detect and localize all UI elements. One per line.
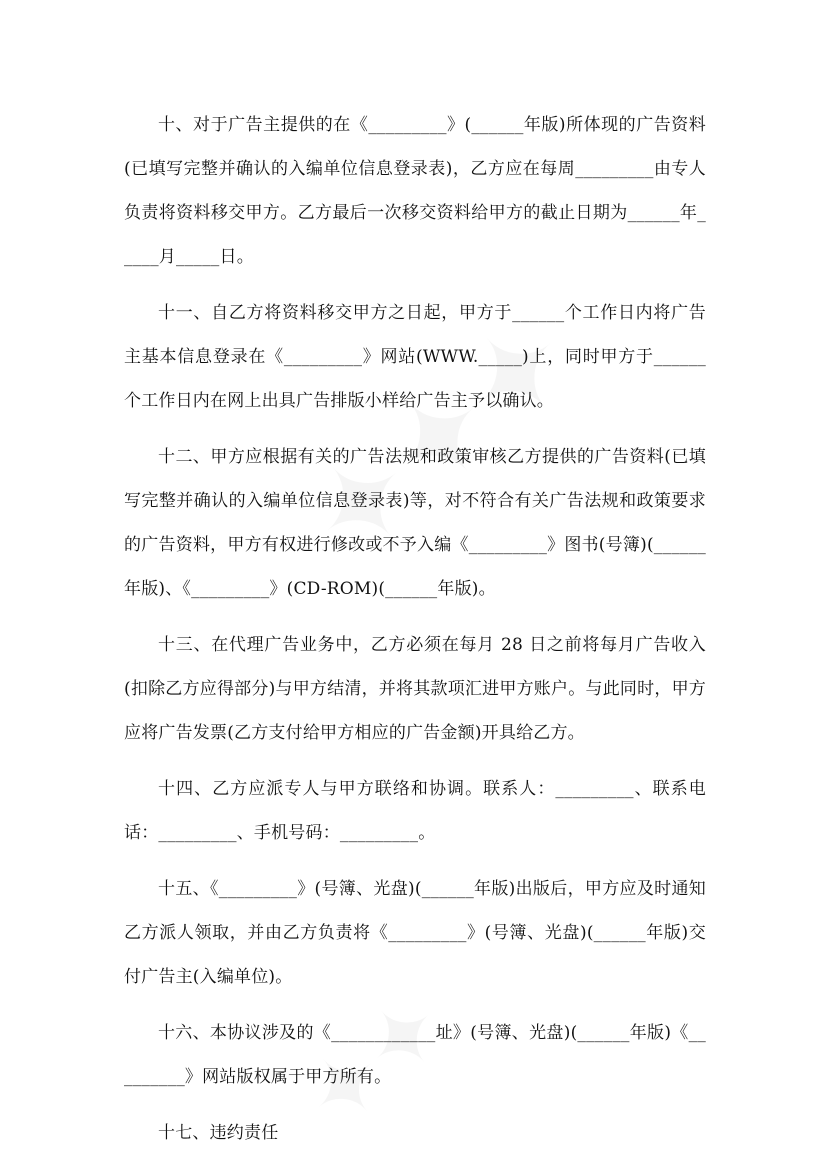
clause-14: 十四、乙方应派专人与甲方联络和协调。联系人：_________、联系电话：_________、手机号码：_________。 — [124, 779, 706, 843]
clause-16: 十六、本协议涉及的《____________址》(号簿、光盘)(______年版)《_________》网站版权属于甲方所有。 — [124, 1023, 706, 1087]
clause-11: 十一、自乙方将资料移交甲方之日起，甲方于______个工作日内将广告主基本信息登录在《_________》网站(WWW._____)上，同时甲方于______个工作日内在网上出具广告排版小样给广告主予以确认。 — [124, 303, 706, 411]
document-body — [124, 103, 706, 1155]
clause-10: 十、对于广告主提供的在《_________》(______年版)所体现的广告资料(已填写完整并确认的入编单位信息登录表)，乙方应在每周_________由专人负责将资料移交甲方。乙方最后一次移交资料给甲方的截止日期为______年_____月_____日。 — [124, 115, 706, 267]
clause-17-heading: 十七、违约责任 — [158, 1123, 279, 1143]
clause-13: 十三、在代理广告业务中，乙方必须在每月 28 日之前将每月广告收入(扣除乙方应得部分)与甲方结清，并将其款项汇进甲方账户。与此同时，甲方应将广告发票(乙方支付给甲方相应的广告金额)开具给乙方。 — [124, 635, 706, 743]
clause-12: 十二、甲方应根据有关的广告法规和政策审核乙方提供的广告资料(已填写完整并确认的入编单位信息登录表)等，对不符合有关广告法规和政策要求的广告资料，甲方有权进行修改或不予入编《_________》图书(号簿)(______年版)、《_________》(CD-ROM)(______年版)。 — [124, 447, 706, 599]
clause-15: 十五、《_________》(号簿、光盘)(______年版)出版后，甲方应及时通知乙方派人领取，并由乙方负责将《_________》(号簿、光盘)(______年版)交付广告主(入编单位)。 — [124, 879, 706, 987]
